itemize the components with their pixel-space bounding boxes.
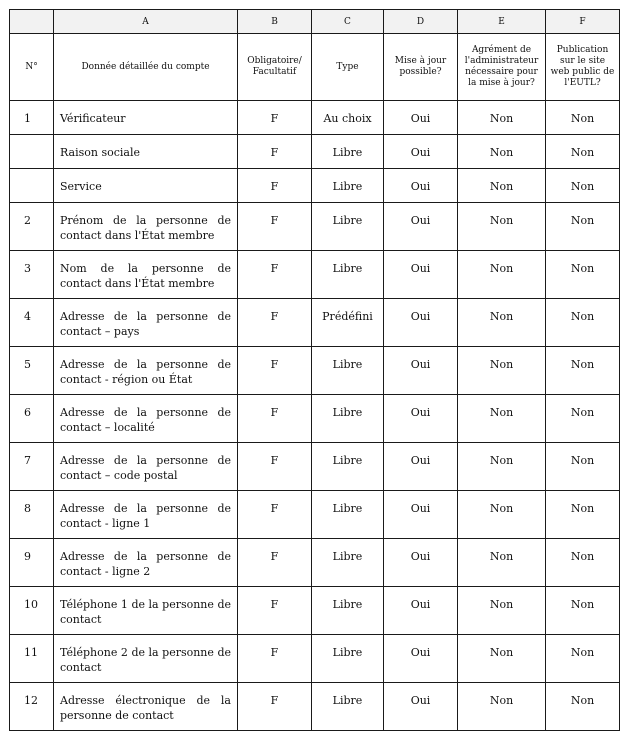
mandatory-cell: F [238,587,312,635]
publication-cell: Non [546,135,620,169]
approval-cell: Non [458,395,546,443]
type-cell: Au choix [312,101,384,135]
type-cell: Libre [312,539,384,587]
mandatory-cell: F [238,251,312,299]
account-detail: Nom de la personne de contact dans l'État membre [54,251,238,299]
table-row [10,587,620,635]
account-detail: Raison sociale [54,135,238,169]
document-page [9,9,620,731]
updatable-cell: Oui [384,635,458,683]
publication-cell: Non [546,395,620,443]
approval-cell: Non [458,135,546,169]
column-letter: C [312,10,384,34]
updatable-cell: Oui [384,395,458,443]
row-number: 8 [10,491,54,539]
table-row [10,539,620,587]
type-cell: Libre [312,683,384,731]
mandatory-cell: F [238,539,312,587]
mandatory-cell: F [238,169,312,203]
table-row [10,395,620,443]
updatable-cell: Oui [384,101,458,135]
approval-cell: Non [458,635,546,683]
type-cell: Libre [312,491,384,539]
type-cell: Libre [312,169,384,203]
publication-cell: Non [546,101,620,135]
type-cell: Libre [312,587,384,635]
updatable-cell: Oui [384,347,458,395]
table-row [10,203,620,251]
account-detail: Adresse de la personne de contact - ligne 1 [54,491,238,539]
account-details-table [9,9,620,731]
type-cell: Libre [312,251,384,299]
table-row [10,299,620,347]
type-cell: Libre [312,395,384,443]
account-detail: Adresse électronique de la personne de contact [54,683,238,731]
row-number: 10 [10,587,54,635]
approval-cell: Non [458,299,546,347]
column-letter: E [458,10,546,34]
column-letter: B [238,10,312,34]
publication-cell: Non [546,169,620,203]
mandatory-cell: F [238,683,312,731]
row-number: 11 [10,635,54,683]
column-letter: D [384,10,458,34]
column-letter: F [546,10,620,34]
mandatory-cell: F [238,443,312,491]
column-header: N° [10,34,54,101]
row-number: 9 [10,539,54,587]
table-row [10,443,620,491]
table-row [10,347,620,395]
column-letter: A [54,10,238,34]
row-number: 1 [10,101,54,135]
type-cell: Libre [312,635,384,683]
updatable-cell: Oui [384,491,458,539]
table-row [10,251,620,299]
publication-cell: Non [546,491,620,539]
row-number: 2 [10,203,54,251]
approval-cell: Non [458,491,546,539]
type-cell: Libre [312,443,384,491]
publication-cell: Non [546,683,620,731]
table-row [10,169,620,203]
updatable-cell: Oui [384,203,458,251]
updatable-cell: Oui [384,443,458,491]
publication-cell: Non [546,299,620,347]
account-detail: Adresse de la personne de contact – code postal [54,443,238,491]
account-detail: Adresse de la personne de contact - région ou État [54,347,238,395]
account-detail: Prénom de la personne de contact dans l'État membre [54,203,238,251]
row-number [10,135,54,169]
column-header: Mise à jour possible? [384,34,458,101]
account-detail: Adresse de la personne de contact – localité [54,395,238,443]
column-header: Donnée détaillée du compte [54,34,238,101]
account-detail: Téléphone 1 de la personne de contact [54,587,238,635]
account-detail: Vérificateur [54,101,238,135]
approval-cell: Non [458,587,546,635]
row-number: 3 [10,251,54,299]
row-number: 6 [10,395,54,443]
column-header: Type [312,34,384,101]
mandatory-cell: F [238,101,312,135]
type-cell: Libre [312,135,384,169]
row-number: 12 [10,683,54,731]
updatable-cell: Oui [384,299,458,347]
publication-cell: Non [546,251,620,299]
updatable-cell: Oui [384,587,458,635]
approval-cell: Non [458,101,546,135]
table-row [10,635,620,683]
column-letter-row [10,10,620,34]
mandatory-cell: F [238,203,312,251]
account-detail: Téléphone 2 de la personne de contact [54,635,238,683]
account-detail: Adresse de la personne de contact – pays [54,299,238,347]
approval-cell: Non [458,539,546,587]
type-cell: Prédéfini [312,299,384,347]
updatable-cell: Oui [384,169,458,203]
type-cell: Libre [312,203,384,251]
mandatory-cell: F [238,135,312,169]
table-row [10,683,620,731]
type-cell: Libre [312,347,384,395]
approval-cell: Non [458,443,546,491]
column-header: Publication sur le site web public de l'EUTL? [546,34,620,101]
approval-cell: Non [458,203,546,251]
updatable-cell: Oui [384,251,458,299]
updatable-cell: Oui [384,135,458,169]
column-header: Agrément de l'administrateur nécessaire pour la mise à jour? [458,34,546,101]
row-number [10,169,54,203]
publication-cell: Non [546,587,620,635]
mandatory-cell: F [238,635,312,683]
approval-cell: Non [458,683,546,731]
approval-cell: Non [458,169,546,203]
account-detail: Adresse de la personne de contact - ligne 2 [54,539,238,587]
publication-cell: Non [546,347,620,395]
table-row [10,101,620,135]
updatable-cell: Oui [384,683,458,731]
updatable-cell: Oui [384,539,458,587]
column-letter [10,10,54,34]
publication-cell: Non [546,203,620,251]
account-detail: Service [54,169,238,203]
mandatory-cell: F [238,347,312,395]
table-row [10,135,620,169]
mandatory-cell: F [238,491,312,539]
mandatory-cell: F [238,395,312,443]
column-header: Obligatoire/ Facultatif [238,34,312,101]
publication-cell: Non [546,443,620,491]
row-number: 4 [10,299,54,347]
table-row [10,491,620,539]
approval-cell: Non [458,251,546,299]
row-number: 5 [10,347,54,395]
mandatory-cell: F [238,299,312,347]
row-number: 7 [10,443,54,491]
publication-cell: Non [546,539,620,587]
publication-cell: Non [546,635,620,683]
approval-cell: Non [458,347,546,395]
header-row [10,34,620,101]
